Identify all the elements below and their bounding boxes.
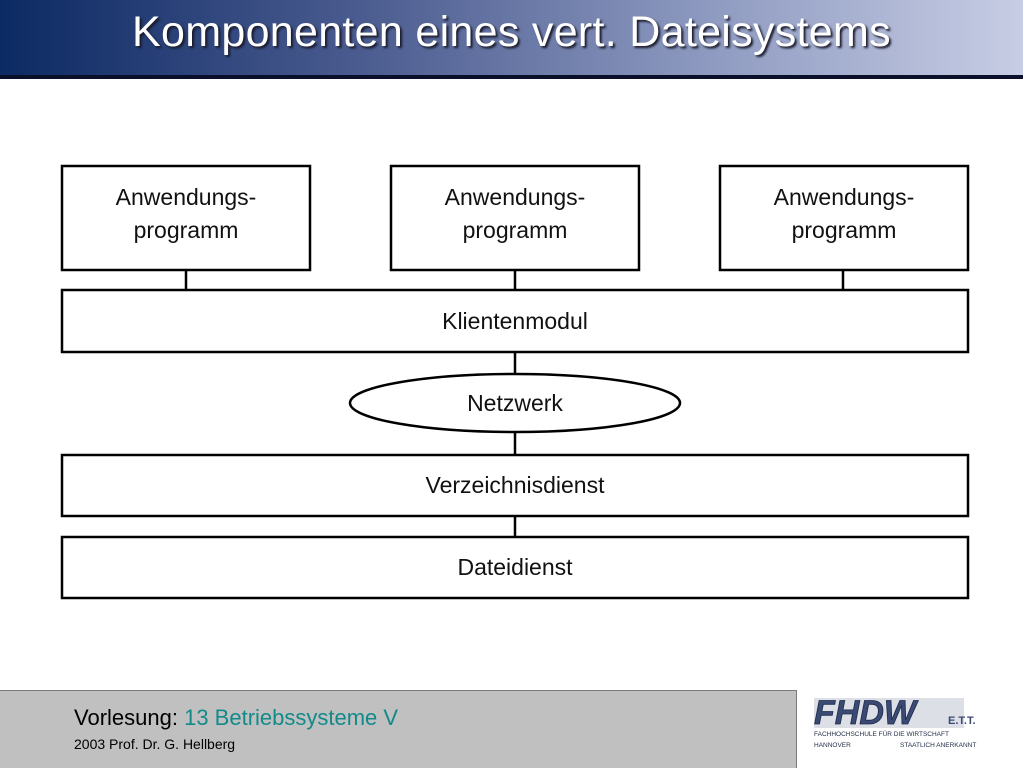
- application-box-2: [391, 166, 639, 270]
- network-label: Netzwerk: [467, 390, 563, 416]
- application-box-2-line2: programm: [462, 217, 568, 243]
- logo-line1: FACHHOCHSCHULE FÜR DIE WIRTSCHAFT: [814, 731, 949, 738]
- slide-title: Komponenten eines vert. Dateisystems: [132, 8, 891, 56]
- course-line: [74, 705, 398, 731]
- file-service-box: [62, 537, 968, 598]
- application-box-2-line1: Anwendungs-: [444, 184, 586, 210]
- logo-name: FHDW: [814, 694, 916, 732]
- application-box-3: [720, 166, 968, 270]
- fhdw-logo: [808, 690, 998, 760]
- logo-suffix: E.T.T.: [948, 715, 976, 727]
- logo-line2-left: HANNOVER: [814, 742, 851, 749]
- client-module-box: [62, 290, 968, 352]
- directory-service-box: [62, 455, 968, 516]
- application-box-1: [62, 166, 310, 270]
- author-line: 2003 Prof. Dr. G. Hellberg: [74, 736, 236, 752]
- directory-service-label: Verzeichnisdienst: [425, 472, 605, 498]
- course-value: 13 Betriebssysteme V: [184, 705, 399, 730]
- application-box-3-line2: programm: [791, 217, 897, 243]
- application-box-1-line2: programm: [133, 217, 239, 243]
- logo-line2-right: STAATLICH ANERKANNT: [900, 742, 977, 749]
- course-label: Vorlesung:: [74, 705, 178, 730]
- application-box-1-line1: Anwendungs-: [115, 184, 257, 210]
- file-service-label: Dateidienst: [457, 554, 573, 580]
- client-module-label: Klientenmodul: [442, 308, 588, 334]
- network-ellipse: [350, 374, 680, 432]
- application-box-3-line1: Anwendungs-: [773, 184, 915, 210]
